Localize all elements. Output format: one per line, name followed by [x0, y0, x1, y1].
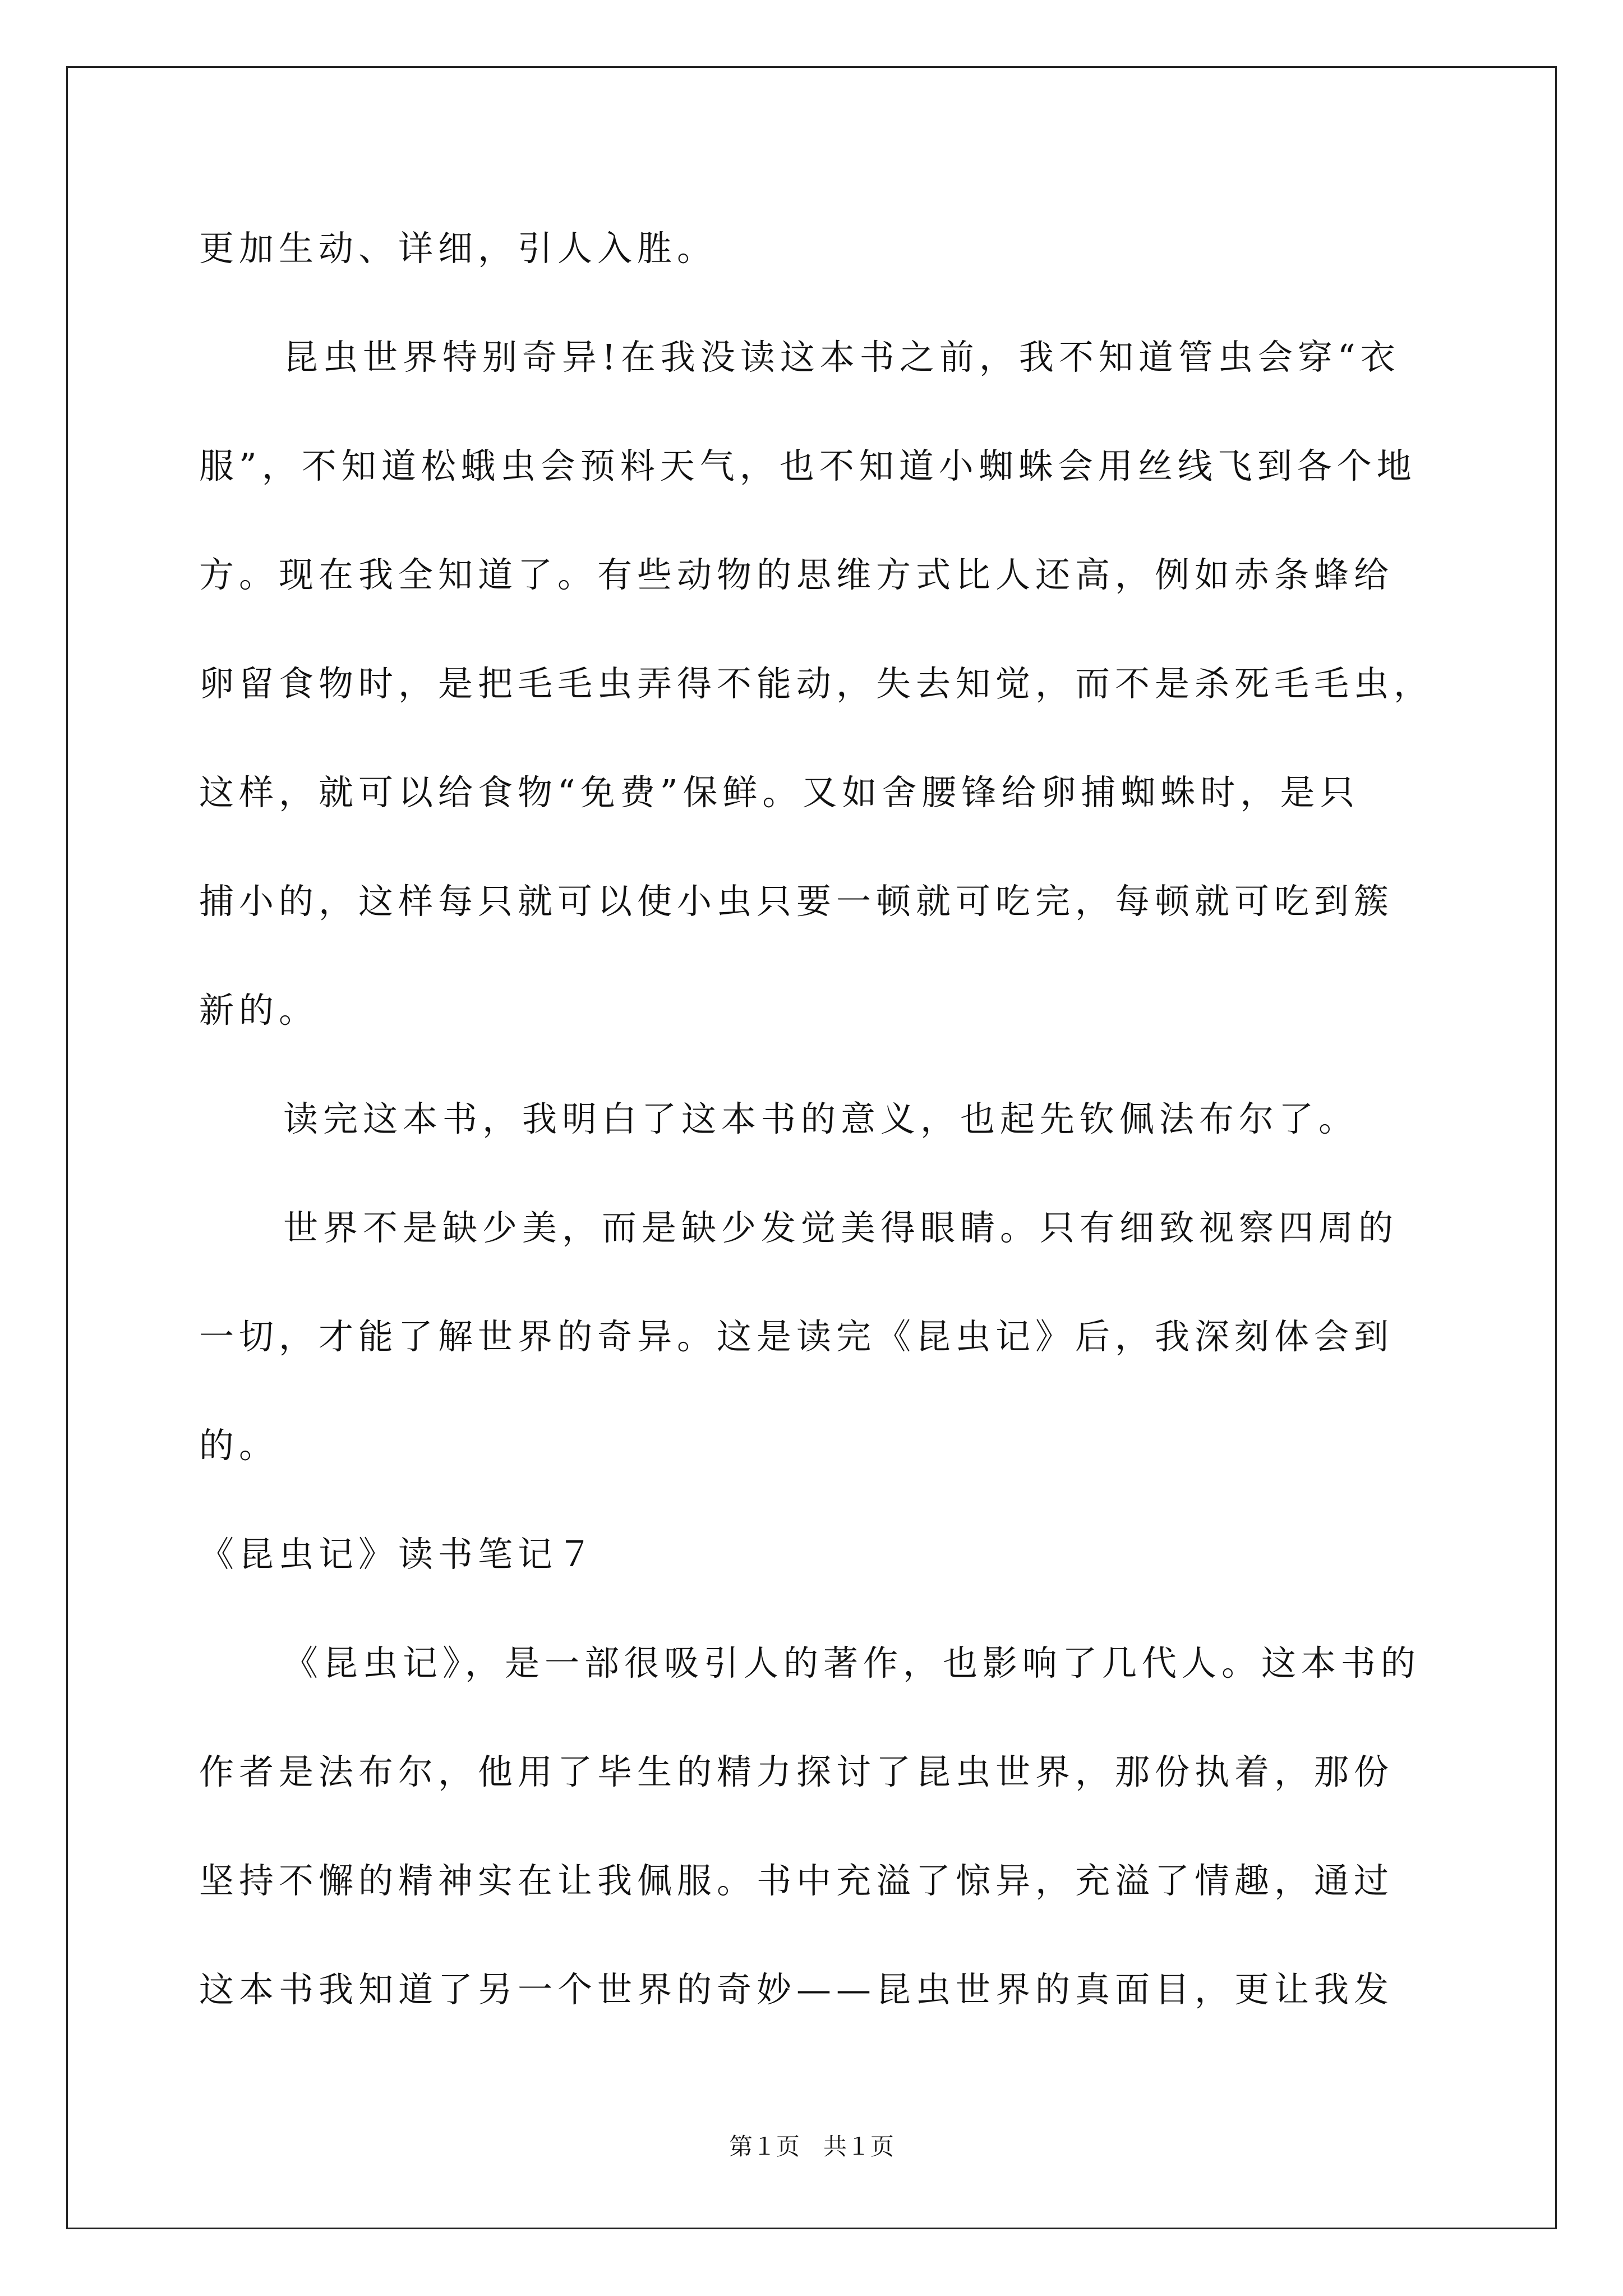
text-line: 昆虫世界特别奇异!在我没读这本书之前，我不知道管虫会穿“衣: [283, 337, 1400, 378]
text-line: 作者是法布尔，他用了毕生的精力探讨了昆虫世界，那份执着，那份: [199, 1751, 1394, 1792]
text-line: 世界不是缺少美，而是缺少发觉美得眼睛。只有细致视察四周的: [283, 1207, 1399, 1248]
text-line: 的。: [199, 1425, 279, 1466]
text-line: 卵留食物时，是把毛毛虫弄得不能动，失去知觉，而不是杀死毛毛虫，: [199, 663, 1434, 704]
text-line: 捕小的，这样每只就可以使小虫只要一顿就可吃完，每顿就可吃到簇: [199, 881, 1394, 922]
text-line: 新的。: [199, 990, 319, 1030]
page-border: [66, 66, 1557, 2229]
text-line: 坚持不懈的精神实在让我佩服。书中充溢了惊异，充溢了情趣，通过: [199, 1860, 1394, 1901]
text-line: 读完这本书，我明白了这本书的意义，也起先钦佩法布尔了。: [283, 1098, 1359, 1139]
text-line: 更加生动、详细，引人入胜。: [199, 228, 717, 269]
text-line: 这本书我知道了另一个世界的奇妙——昆虫世界的真面目，更让我发: [199, 1969, 1394, 2010]
text-line: 这样，就可以给食物“免费”保鲜。又如舍腰锋给卵捕蜘蛛时，是只: [199, 772, 1360, 813]
text-line: 一切，才能了解世界的奇异。这是读完《昆虫记》后，我深刻体会到: [199, 1316, 1394, 1357]
text-line: 《昆虫记》，是一部很吸引人的著作，也影响了几代人。这本书的: [283, 1642, 1421, 1683]
text-line: 服”，不知道松蛾虫会预料天气，也不知道小蜘蛛会用丝线飞到各个地: [199, 445, 1417, 486]
section-heading: 《昆虫记》读书笔记７: [199, 1534, 598, 1575]
text-line: 方。现在我全知道了。有些动物的思维方式比人还高，例如赤条蜂给: [199, 554, 1394, 595]
page-footer: 第１页 共１页: [728, 2133, 894, 2160]
